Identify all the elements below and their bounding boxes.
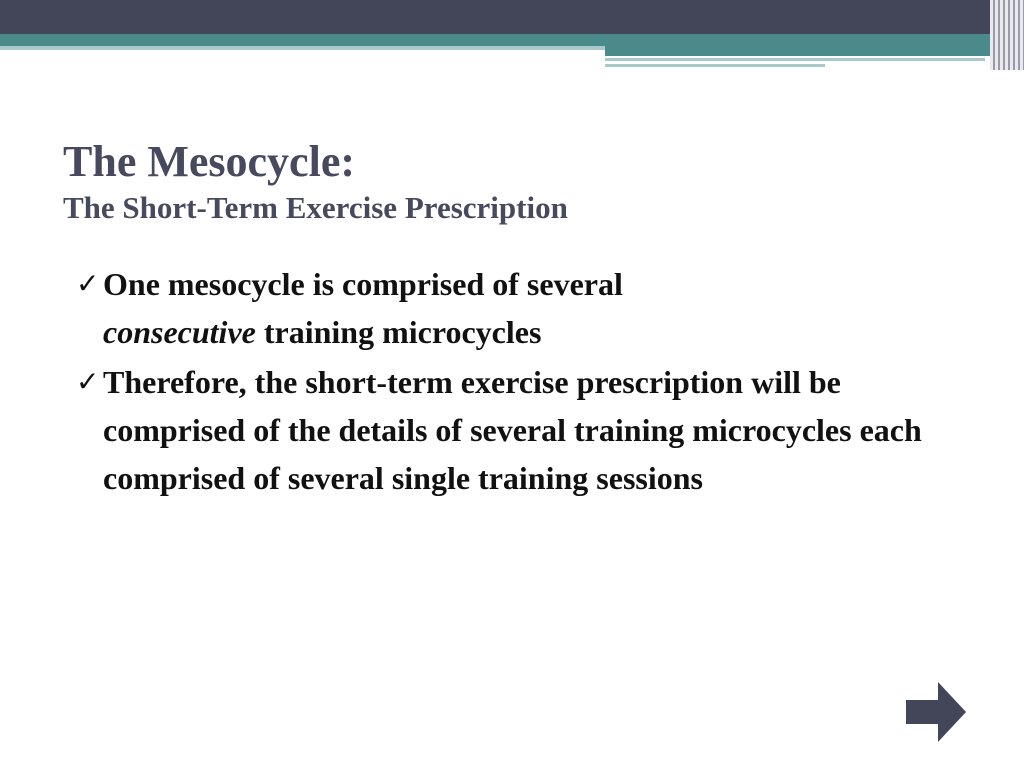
next-arrow-icon[interactable] [904, 680, 968, 744]
header-bar-teal [0, 34, 1024, 46]
header-bar-pale [0, 46, 605, 50]
bullet-1-text: One mesocycle is comprised of several [103, 266, 623, 302]
bullet-1-emphasis: consecutive [103, 314, 256, 350]
header-stripes [990, 0, 1024, 70]
header-bar-block [605, 46, 1024, 56]
bullet-item [76, 358, 976, 502]
slide-title [63, 136, 568, 228]
header-line-2 [605, 64, 825, 67]
title-subtitle: The Short-Term Exercise Prescription [63, 190, 568, 225]
bullet-item [76, 260, 976, 356]
bullet-2-text: Therefore, the short-term exercise prescription will be comprised of the details of several training microcycles each comprised of several single training sessions [103, 364, 922, 496]
bullet-list [76, 260, 976, 504]
header-line-1 [605, 58, 985, 61]
check-icon: ✓ [76, 365, 100, 398]
bullet-1-text-end: training microcycles [255, 314, 542, 350]
header-bar-dark [0, 0, 1024, 34]
title-main: The Mesocycle: [63, 137, 355, 186]
check-icon: ✓ [76, 267, 100, 300]
